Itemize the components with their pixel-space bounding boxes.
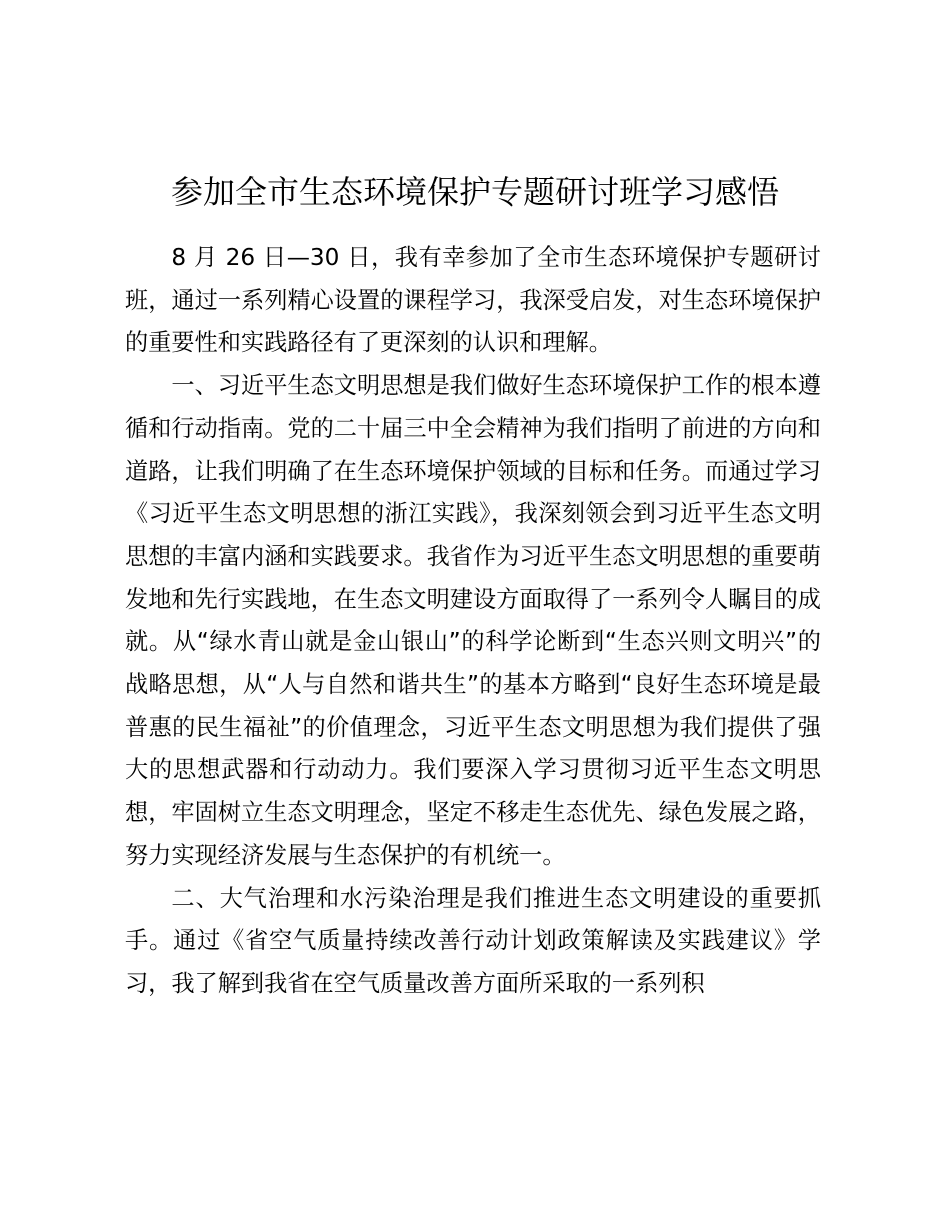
paragraph-intro: 8 月 26 日—30 日，我有幸参加了全市生态环境保护专题研讨班，通过一系列精心设置的课程学习，我深受启发，对生态环境保护的重要性和实践路径有了更深刻的认识和理解。 xyxy=(125,244,821,357)
paragraph-section-two: 二、大气治理和水污染治理是我们推进生态文明建设的重要抓手。通过《省空气质量持续改善行动计划政策解读及实践建议》学习，我了解到我省在空气质量改善方面所采取的一系列积 xyxy=(125,884,821,997)
paragraph-section-one: 一、习近平生态文明思想是我们做好生态环境保护工作的根本遵循和行动指南。党的二十届三中全会精神为我们指明了前进的方向和道路，让我们明确了在生态环境保护领域的目标和任务。而通过学习《习近平生态文明思想的浙江实践》，我深刻领会到习近平生态文明思想的丰富内涵和实践要求。我省作为习近平生态文明思想的重要萌发地和先行实践地，在生态文明建设方面取得了一系列令人瞩目的成就。从“绿水青山就是金山银山”的科学论断到“生态兴则文明兴”的战略思想，从“人与自然和谐共生”的基本方略到“良好生态环境是最普惠的民生福祉”的价值理念，习近平生态文明思想为我们提供了强大的思想武器和行动动力。我们要深入学习贯彻习近平生态文明思想，牢固树立生态文明理念，坚定不移走生态优先、绿色发展之路，努力实现经济发展与生态保护的有机统一。 xyxy=(125,372,821,869)
document-title: 参加全市生态环境保护专题研讨班学习感悟 xyxy=(170,173,779,211)
document-body xyxy=(125,237,821,1006)
